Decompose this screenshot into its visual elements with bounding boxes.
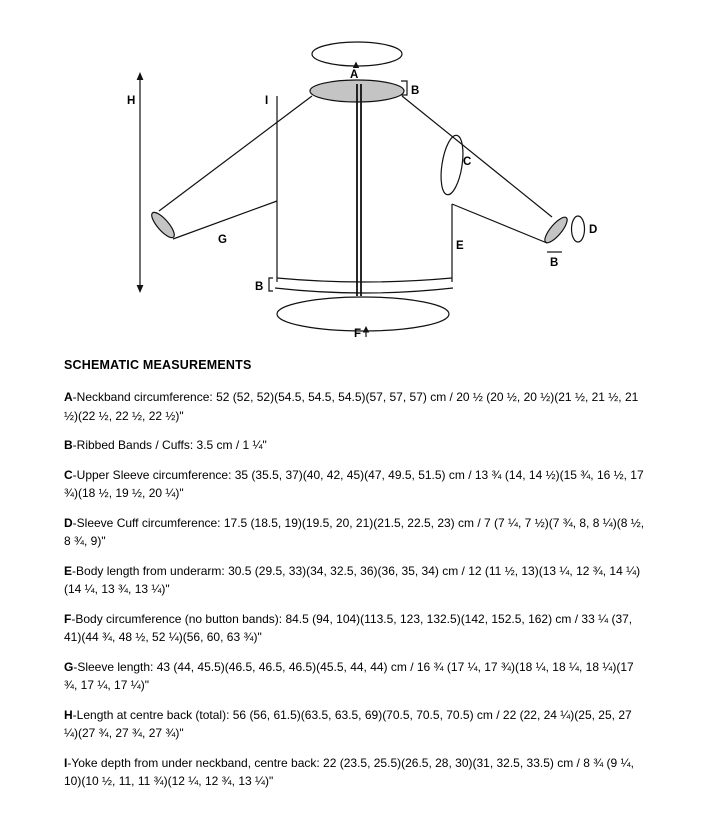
measurement-letter: E — [64, 563, 73, 578]
label-e: E — [456, 240, 464, 252]
measurement-b — [64, 436, 646, 455]
measurement-letter: D — [64, 515, 73, 530]
measurement-letter: B — [64, 438, 73, 452]
measurement-d — [64, 514, 646, 551]
cardigan-schematic — [0, 0, 710, 352]
f-arrow-up-icon — [363, 326, 369, 333]
measurement-a — [64, 388, 646, 425]
body-circumference-ellipse — [277, 297, 449, 331]
diagram-labels — [127, 69, 597, 340]
measurement-g — [64, 658, 646, 695]
label-b-cuff: B — [550, 257, 559, 269]
measurement-letter: A — [64, 390, 73, 404]
measurement-text: -Neckband circumference: 52 (52, 52)(54.5, 54.5, 54.5)(57, 57, 57) cm / 20 ½ (20 ½, 20 ½)(21 ½, 21 ½, 21 ½)(22 ½, 22 ½, 22 ½)" — [64, 390, 639, 423]
measurements-section — [0, 358, 710, 791]
measurement-text: -Length at centre back (total): 56 (56, 61.5)(63.5, 63.5, 69)(70.5, 70.5, 70.5) cm / 22 (22, 24 ¼)(25, 25, 27 ¼)(27 ¾, 27 ¾, 27 ¾)" — [64, 707, 632, 740]
garment-outline — [140, 42, 585, 337]
h-arrow-down-icon — [137, 285, 144, 293]
cuff-circumference-ellipse — [572, 216, 585, 242]
measurement-letter: H — [64, 707, 73, 722]
hem-top-line — [277, 278, 452, 282]
label-a: A — [350, 69, 359, 81]
section-heading: SCHEMATIC MEASUREMENTS — [64, 358, 252, 372]
measurement-c — [64, 466, 646, 503]
label-i: I — [265, 95, 269, 107]
hem-b-bracket — [269, 278, 273, 291]
measurement-text: -Ribbed Bands / Cuffs: 3.5 cm / 1 ¼" — [72, 438, 267, 452]
measurement-text: -Sleeve length: 43 (44, 45.5)(46.5, 46.5, 46.5)(45.5, 44, 44) cm / 16 ¾ (17 ¼, 17 ¾)(18 ¼, 18 ¼, 18 ¼)(17 ¾, 17 ¼, 17 ¼)" — [64, 659, 634, 692]
label-b-hem: B — [255, 281, 264, 293]
measurement-h — [64, 706, 646, 743]
right-cuff — [542, 214, 571, 246]
measurement-letter: C — [64, 467, 73, 482]
measurement-f — [64, 610, 646, 647]
left-sleeve-top — [159, 96, 312, 211]
label-g: G — [218, 234, 227, 246]
left-cuff — [148, 209, 177, 240]
measurement-text: -Body length from underarm: 30.5 (29.5, 33)(34, 32.5, 36)(36, 35, 34) cm / 12 (11 ½, 13)(13 ¼, 12 ¾, 14 ¼)(14 ¼, 13 ¾, 13 ¼)" — [64, 563, 641, 596]
right-sleeve-top — [402, 96, 552, 217]
hem-bottom-line — [275, 288, 453, 293]
measurement-e — [64, 562, 646, 599]
measurement-text: -Sleeve Cuff circumference: 17.5 (18.5, 19)(19.5, 20, 21)(21.5, 22.5, 23) cm / 7 (7 ¼, 7 ½)(7 ¾, 8, 8 ¼)(8 ½, 8 ¾, 9)" — [64, 515, 645, 548]
neckband-circumference-ellipse — [312, 42, 402, 66]
measurement-i — [64, 754, 646, 791]
label-c: C — [463, 156, 472, 168]
label-b-neck: B — [411, 85, 420, 97]
measurement-text: -Yoke depth from under neckband, centre back: 22 (23.5, 25.5)(26.5, 28, 30)(31, 32.5, 33.5) cm / 8 ¾ (9 ¼, 10)(10 ½, 11, 11 ¾)(12 ¼, 12 ¾, 13 ¼)" — [64, 755, 634, 788]
measurement-letter: F — [64, 611, 72, 626]
measurement-text: -Upper Sleeve circumference: 35 (35.5, 37)(40, 42, 45)(47, 49.5, 51.5) cm / 13 ¾ (14, 14 ½)(15 ¾, 16 ½, 17 ¾)(18 ½, 19 ½, 20 ¼)" — [64, 467, 644, 500]
a-arrow-up-icon — [353, 62, 359, 69]
measurement-letter: G — [64, 659, 74, 674]
right-sleeve-bottom — [452, 204, 547, 243]
measurement-letter: I — [64, 755, 68, 770]
label-d: D — [589, 224, 598, 236]
label-h: H — [127, 95, 136, 107]
h-arrow-up-icon — [137, 72, 144, 80]
measurement-text: -Body circumference (no button bands): 84.5 (94, 104)(113.5, 123, 132.5)(142, 152.5, 162) cm / 33 ¼ (37, 41)(44 ¾, 48 ½, 52 ¼)(56, 60, 63 ¾)" — [64, 611, 633, 644]
label-f: F — [354, 328, 362, 340]
